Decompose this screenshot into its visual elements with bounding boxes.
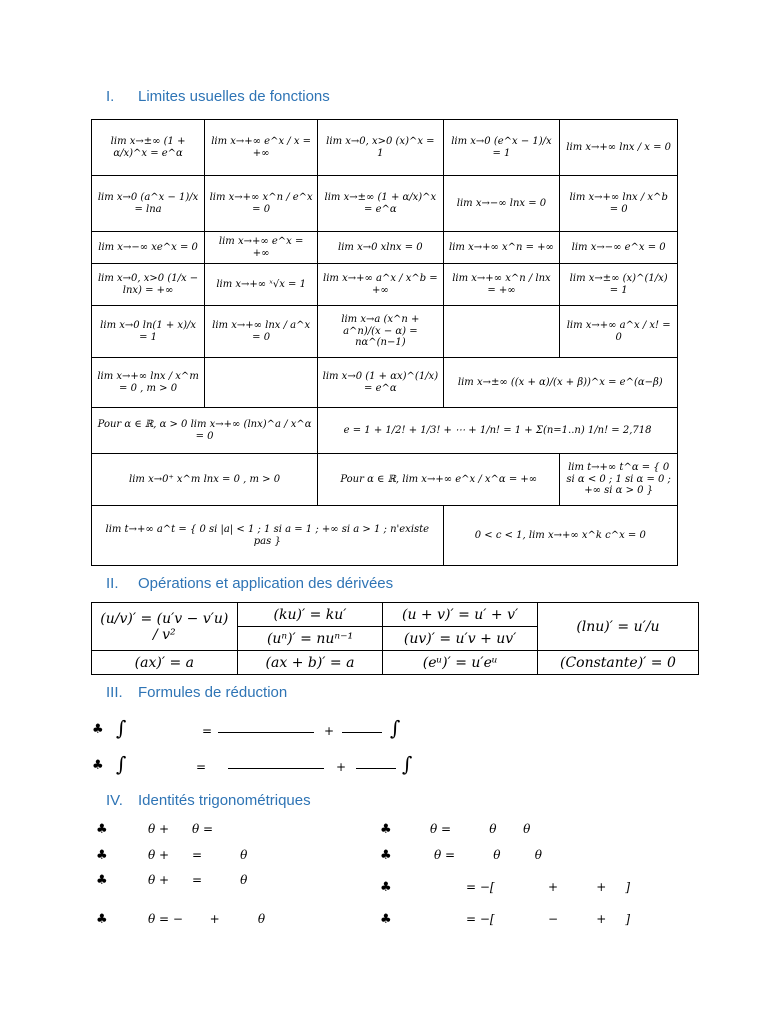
formula-text: lim x→+∞ x^n / lnx = +∞ xyxy=(452,273,551,296)
limits-table xyxy=(91,119,678,566)
limit-cell xyxy=(318,232,443,264)
formula-text: lim x→−∞ e^x = 0 xyxy=(571,241,666,253)
formula-text: (eᵘ)′ = u′eᵘ xyxy=(422,654,498,671)
formula-text: lim x→0 (e^x − 1)/x = 1 xyxy=(451,136,552,159)
formula-text: lim x→+∞ lnx / x^b = 0 xyxy=(569,192,668,215)
limit-cell xyxy=(92,176,205,232)
formula-text: (ax + b)′ = a xyxy=(265,654,355,671)
club-icon: ♣ xyxy=(380,880,392,895)
formula-text: lim x→+∞ lnx / x = 0 xyxy=(566,141,672,153)
limit-cell xyxy=(560,232,678,264)
formula-text: (lnu)′ = u′/u xyxy=(576,618,660,635)
formula-text: lim x→0, x>0 (x)^x = 1 xyxy=(326,136,435,159)
club-icon: ♣ xyxy=(92,722,104,737)
limit-cell xyxy=(443,264,560,306)
formula-text: Pour α ∈ ℝ, α > 0 lim x→+∞ (lnx)^a / x^α = 0 xyxy=(97,419,312,442)
limit-cell xyxy=(318,176,443,232)
trig-identity xyxy=(380,848,680,868)
fraction-line xyxy=(228,768,324,769)
club-icon: ♣ xyxy=(380,822,392,837)
formula-text: lim x→±∞ (1 + α/x)^x = e^α xyxy=(324,192,437,215)
formula-text: lim x→+∞ a^x / x^b = +∞ xyxy=(323,273,438,296)
limit-cell xyxy=(205,120,318,176)
trig-identity xyxy=(380,912,680,932)
formula-text: (uv)′ = u′v + uv′ xyxy=(403,630,517,647)
formula-text: lim x→±∞ ((x + α)/(x + β))^x = e^(α−β) xyxy=(457,376,663,388)
limit-cell xyxy=(443,120,560,176)
limit-cell xyxy=(318,306,443,358)
derivative-cell xyxy=(537,651,698,675)
derivative-cell xyxy=(537,603,698,651)
formula-text: lim x→0⁺ x^m lnx = 0 , m > 0 xyxy=(129,473,281,485)
formula-text: lim x→0 (a^x − 1)/x = lna xyxy=(97,192,199,215)
formula-text: lim x→+∞ lnx / a^x = 0 xyxy=(212,320,311,343)
section-title: Formules de réduction xyxy=(138,684,288,701)
derivative-cell xyxy=(92,651,238,675)
formula-text: lim x→−∞ xe^x = 0 xyxy=(98,241,198,253)
derivative-cell xyxy=(237,627,383,651)
limit-cell xyxy=(205,306,318,358)
limit-cell xyxy=(560,306,678,358)
formula-text: (u/v)′ = (u′v − v′u) / v² xyxy=(100,610,229,643)
trig-identity xyxy=(380,880,680,900)
formula-text: lim x→+∞ e^x = +∞ xyxy=(218,236,304,259)
limit-cell xyxy=(443,358,677,408)
section-number: II. xyxy=(106,575,119,592)
derivative-cell xyxy=(383,603,537,627)
club-icon: ♣ xyxy=(380,912,392,927)
limit-cell xyxy=(92,120,205,176)
identity-text: θ = − + θ xyxy=(148,912,266,926)
limit-cell xyxy=(205,232,318,264)
trig-identity xyxy=(96,822,356,842)
fraction-line xyxy=(356,768,396,769)
formula-text: lim x→+∞ e^x / x = +∞ xyxy=(211,136,312,159)
reduction-formula-2 xyxy=(92,752,692,782)
trig-identity xyxy=(96,912,356,932)
identity-text: = −[ + + ] xyxy=(466,880,631,894)
identity-text: θ + = θ xyxy=(148,848,248,862)
limit-cell xyxy=(443,506,677,566)
formula-text: (uⁿ)′ = nuⁿ⁻¹ xyxy=(266,630,354,647)
formula-text: lim x→+∞ a^x / x! = 0 xyxy=(566,320,671,343)
trig-identity xyxy=(96,848,356,868)
formula-text: e = 1 + 1/2! + 1/3! + ⋯ + 1/n! = 1 + Σ(n=1..n) 1/n! = 2,718 xyxy=(343,424,652,436)
limit-cell xyxy=(205,264,318,306)
limit-cell xyxy=(92,454,318,506)
limit-cell xyxy=(205,176,318,232)
formula-text: (ax)′ = a xyxy=(134,654,194,671)
integral-icon: ∫ xyxy=(402,752,413,776)
limit-cell xyxy=(318,454,560,506)
section-title: Limites usuelles de fonctions xyxy=(138,88,330,105)
club-icon: ♣ xyxy=(96,873,108,888)
club-icon: ♣ xyxy=(380,848,392,863)
limit-cell xyxy=(560,264,678,306)
trig-identity xyxy=(380,822,680,842)
limit-cell xyxy=(443,306,560,358)
derivative-cell xyxy=(383,651,537,675)
fraction-line xyxy=(218,732,314,733)
trig-identity xyxy=(96,873,356,893)
formula-text: lim x→0 xlnx = 0 xyxy=(338,241,423,253)
limit-cell xyxy=(560,454,678,506)
limit-cell xyxy=(560,120,678,176)
identity-text: θ = θ θ xyxy=(430,822,531,836)
formula-text: lim x→+∞ x^n = +∞ xyxy=(449,241,554,253)
limit-cell xyxy=(92,232,205,264)
club-icon: ♣ xyxy=(92,758,104,773)
formula-text: lim x→±∞ (1 + α/x)^x = e^α xyxy=(110,136,186,159)
formula-text: lim t→+∞ t^α = { 0 si α < 0 ; 1 si α = 0 ; +∞ si α > 0 } xyxy=(566,462,671,497)
derivative-cell xyxy=(237,651,383,675)
derivative-cell xyxy=(383,627,537,651)
integral-icon: ∫ xyxy=(116,716,127,740)
section-number: III. xyxy=(106,684,123,701)
formula-text: (u + v)′ = u′ + v′ xyxy=(402,606,519,623)
limit-cell xyxy=(92,506,444,566)
formula-text: lim x→±∞ (x)^(1/x) = 1 xyxy=(569,273,668,296)
equals-sign: = xyxy=(202,724,213,738)
formula-text: (ku)′ = ku′ xyxy=(273,606,347,623)
formula-text: lim x→0 ln(1 + x)/x = 1 xyxy=(100,320,196,343)
integral-icon: ∫ xyxy=(116,752,127,776)
limit-cell xyxy=(318,358,443,408)
section-title: Opérations et application des dérivées xyxy=(138,575,394,592)
limit-cell xyxy=(318,264,443,306)
limit-cell xyxy=(92,306,205,358)
identity-text: = −[ − + ] xyxy=(466,912,631,926)
identity-text: θ + = θ xyxy=(148,873,248,887)
club-icon: ♣ xyxy=(96,822,108,837)
section-number: IV. xyxy=(106,792,123,809)
formula-text: lim x→+∞ ˣ√x = 1 xyxy=(216,278,306,290)
limit-cell xyxy=(92,408,318,454)
plus-sign: + xyxy=(336,760,347,774)
section-number: I. xyxy=(106,88,115,105)
formula-text: Pour α ∈ ℝ, lim x→+∞ e^x / x^α = +∞ xyxy=(340,473,538,485)
reduction-formula-1 xyxy=(92,716,692,746)
derivatives-table xyxy=(91,602,699,675)
section-title: Identités trigonométriques xyxy=(138,792,311,809)
formula-text: lim x→−∞ lnx = 0 xyxy=(456,197,547,209)
limit-cell xyxy=(443,232,560,264)
formula-text: lim x→0 (1 + αx)^(1/x) = e^α xyxy=(322,371,439,394)
formula-text: lim x→+∞ lnx / x^m = 0 , m > 0 xyxy=(97,371,199,394)
limit-cell xyxy=(318,408,678,454)
equals-sign: = xyxy=(196,760,207,774)
formula-text: lim x→a (x^n + a^n)/(x − α) = nα^(n−1) xyxy=(341,314,420,349)
formula-text: lim x→+∞ x^n / e^x = 0 xyxy=(209,192,313,215)
limit-cell xyxy=(92,264,205,306)
limit-cell xyxy=(318,120,443,176)
integral-icon: ∫ xyxy=(390,716,401,740)
fraction-line xyxy=(342,732,382,733)
identity-text: θ = θ θ xyxy=(434,848,543,862)
limit-cell xyxy=(205,358,318,408)
identity-text: θ + θ = xyxy=(148,822,214,836)
club-icon: ♣ xyxy=(96,912,108,927)
derivative-cell xyxy=(237,603,383,627)
formula-text: 0 < c < 1, lim x→+∞ x^k c^x = 0 xyxy=(474,529,646,541)
formula-text: lim t→+∞ a^t = { 0 si |a| < 1 ; 1 si a = 1 ; +∞ si a > 1 ; n'existe pas } xyxy=(105,524,430,547)
formula-text: (Constante)′ = 0 xyxy=(559,654,676,671)
plus-sign: + xyxy=(324,724,335,738)
limit-cell xyxy=(92,358,205,408)
limit-cell xyxy=(443,176,560,232)
club-icon: ♣ xyxy=(96,848,108,863)
formula-text: lim x→0, x>0 (1/x − lnx) = +∞ xyxy=(97,273,199,296)
derivative-cell xyxy=(92,603,238,651)
limit-cell xyxy=(560,176,678,232)
